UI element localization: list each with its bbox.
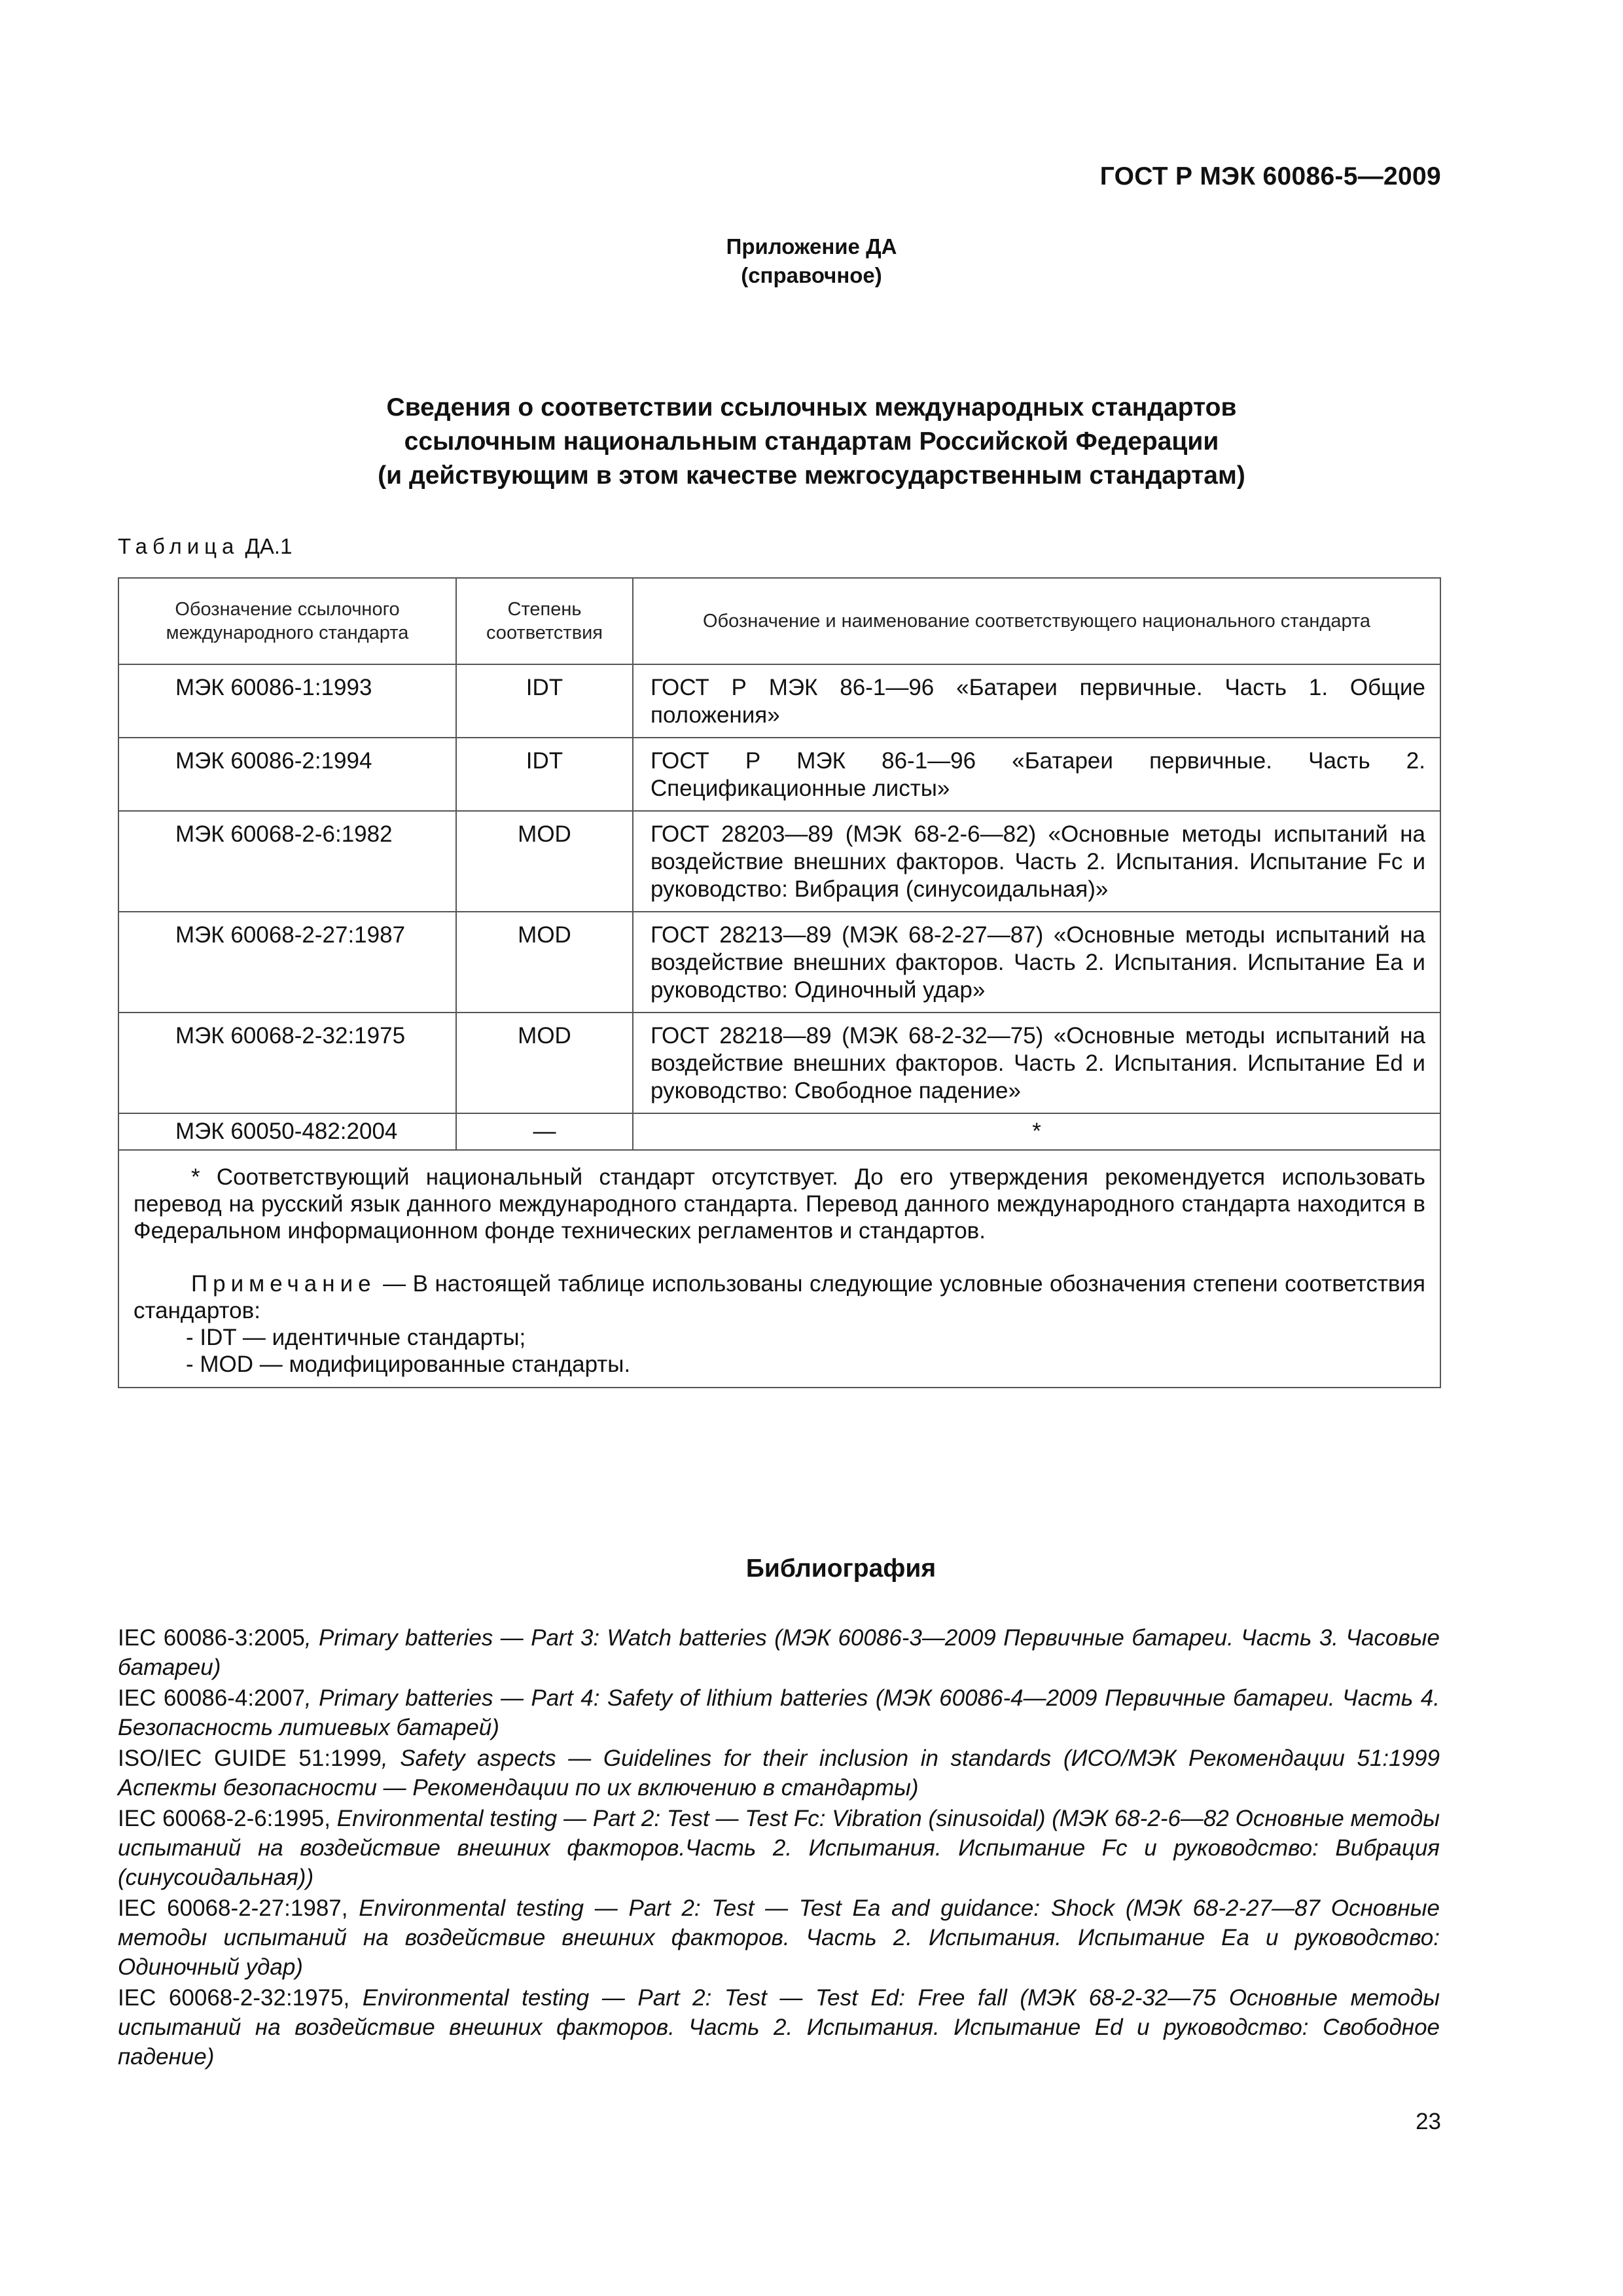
bibliography-entry (118, 1623, 1440, 1682)
appendix-subtitle: (справочное) (741, 263, 882, 287)
appendix-title: Приложение ДА (726, 234, 897, 259)
bibliography-entry (118, 1983, 1440, 2072)
entry-reference: Environmental testing — Part 2: Test — Test Ed: Free fall (МЭК 68-2-32—75 Основные методы испытаний на воздействие внешних факторов. Часть 2. Испытания. Испытание Ed и руководство: Свободное падение) (118, 1985, 1440, 2070)
entry-code: IEC 60068-2-27:1987, (118, 1895, 348, 1921)
entry-code: ISO/IEC GUIDE 51:1999 (118, 1746, 382, 1771)
table-footnote (118, 1150, 1440, 1388)
bibliography-list (118, 1623, 1440, 2073)
cell-international-standard: МЭК 60086-1:1993 (118, 664, 456, 738)
cell-degree: MOD (456, 811, 633, 912)
footnote-note (134, 1270, 1425, 1324)
cell-international-standard: МЭК 60068-2-32:1975 (118, 1013, 456, 1113)
footnote-list-item: - IDT — идентичные стандарты; (186, 1325, 526, 1350)
table-row (118, 811, 1440, 912)
section-title-line: Сведения о соответствии ссылочных международных стандартов (386, 393, 1237, 422)
footnote-list-item: - MOD — модифицированные стандарты. (186, 1352, 631, 1377)
bibliography-entry (118, 1804, 1440, 1892)
note-text: — В настоящей таблице использованы следующие условные обозначения степени соответствия стандартов: (134, 1271, 1425, 1323)
header-national-standard: Обозначение и наименование соответствующего национального стандарта (633, 578, 1440, 664)
cell-international-standard: МЭК 60068-2-6:1982 (118, 811, 456, 912)
cell-national-standard: * (633, 1113, 1440, 1150)
table-header-row (118, 578, 1440, 664)
bibliography-entry (118, 1683, 1440, 1742)
cell-degree: MOD (456, 912, 633, 1013)
entry-reference: , Safety aspects — Guidelines for their inclusion in standards (ИСО/МЭК Рекомендации 51:1999 Аспекты безопасности — Рекомендации по их включению в стандарты) (118, 1746, 1440, 1801)
bibliography-entry (118, 1744, 1440, 1803)
entry-reference: , Primary batteries — Part 3: Watch batteries (МЭК 60086-3—2009 Первичные батареи. Часть 3. Часовые батареи) (118, 1625, 1440, 1680)
table-row (118, 1013, 1440, 1113)
cell-national-standard: ГОСТ Р МЭК 86-1—96 «Батареи первичные. Часть 1. Общие положения» (633, 664, 1440, 738)
entry-reference: Environmental testing — Part 2: Test — Test Fc: Vibration (sinusoidal) (МЭК 68-2-6—82 Основные методы испытаний на воздействие внешних факторов.Часть 2. Испытания. Испытание Fc и руководство: Вибрация (синусоидальная)) (118, 1806, 1440, 1890)
entry-code: IEC 60068-2-32:1975, (118, 1985, 350, 2011)
document-code: ГОСТ Р МЭК 60086-5—2009 (1099, 162, 1441, 190)
bibliography-entry (118, 1893, 1440, 1982)
cell-international-standard: МЭК 60068-2-27:1987 (118, 912, 456, 1013)
table-label-number: ДА.1 (239, 534, 293, 558)
cell-international-standard: МЭК 60086-2:1994 (118, 738, 456, 811)
entry-code: IEC 60086-3:2005 (118, 1625, 305, 1651)
cell-national-standard: ГОСТ Р МЭК 86-1—96 «Батареи первичные. Часть 2. Спецификационные листы» (633, 738, 1440, 811)
correspondence-table (118, 577, 1441, 1388)
table-row (118, 1113, 1440, 1150)
section-title-line: ссылочным национальным стандартам Российской Федерации (404, 427, 1219, 456)
cell-national-standard: ГОСТ 28203—89 (МЭК 68-2-6—82) «Основные методы испытаний на воздействие внешних факторов. Часть 2. Испытания. Испытание Fc и руководство: Вибрация (синусоидальная)» (633, 811, 1440, 912)
table-footnote-row (118, 1150, 1440, 1388)
table-label-word: Таблица (118, 534, 240, 558)
entry-code: IEC 60068-2-6:1995, (118, 1806, 330, 1831)
header-international-standard: Обозначение ссылочного международного стандарта (118, 578, 456, 664)
bibliography-title: Библиография (745, 1554, 936, 1583)
section-title-line: (и действующим в этом качестве межгосударственным стандартам) (378, 461, 1245, 490)
cell-national-standard: ГОСТ 28213—89 (МЭК 68-2-27—87) «Основные методы испытаний на воздействие внешних факторов. Часть 2. Испытания. Испытание Ea и руководство: Одиночный удар» (633, 912, 1440, 1013)
cell-degree: IDT (456, 738, 633, 811)
page-number: 23 (1416, 2109, 1441, 2134)
footnote-star-text: * Соответствующий национальный стандарт отсутствует. До его утверждения рекомендуется использовать перевод на русский язык данного международного стандарта. Перевод данного международного стандарта находится в Федеральном информационном фонде технических регламентов и стандартов. (134, 1164, 1425, 1244)
table-row (118, 664, 1440, 738)
appendix-heading (0, 232, 1623, 290)
cell-international-standard: МЭК 60050-482:2004 (118, 1113, 456, 1150)
section-title (118, 391, 1505, 493)
cell-degree: IDT (456, 664, 633, 738)
header-degree: Степень соответствия (456, 578, 633, 664)
entry-code: IEC 60086-4:2007 (118, 1685, 305, 1711)
cell-national-standard: ГОСТ 28218—89 (МЭК 68-2-32—75) «Основные методы испытаний на воздействие внешних факторов. Часть 2. Испытания. Испытание Ed и руководство: Свободное падение» (633, 1013, 1440, 1113)
table-row (118, 912, 1440, 1013)
entry-reference: Environmental testing — Part 2: Test — Test Ea and guidance: Shock (МЭК 68-2-27—87 Основные методы испытаний на воздействие внешних факторов. Часть 2. Испытания. Испытание Ea и руководство: Одиночный удар) (118, 1895, 1440, 1980)
cell-degree: MOD (456, 1013, 633, 1113)
cell-degree: — (456, 1113, 633, 1150)
note-label: Примечание (191, 1271, 376, 1297)
table-row (118, 738, 1440, 811)
entry-reference: , Primary batteries — Part 4: Safety of lithium batteries (МЭК 60086-4—2009 Первичные батареи. Часть 4. Безопасность литиевых батарей) (118, 1685, 1440, 1740)
table-label (118, 533, 292, 560)
